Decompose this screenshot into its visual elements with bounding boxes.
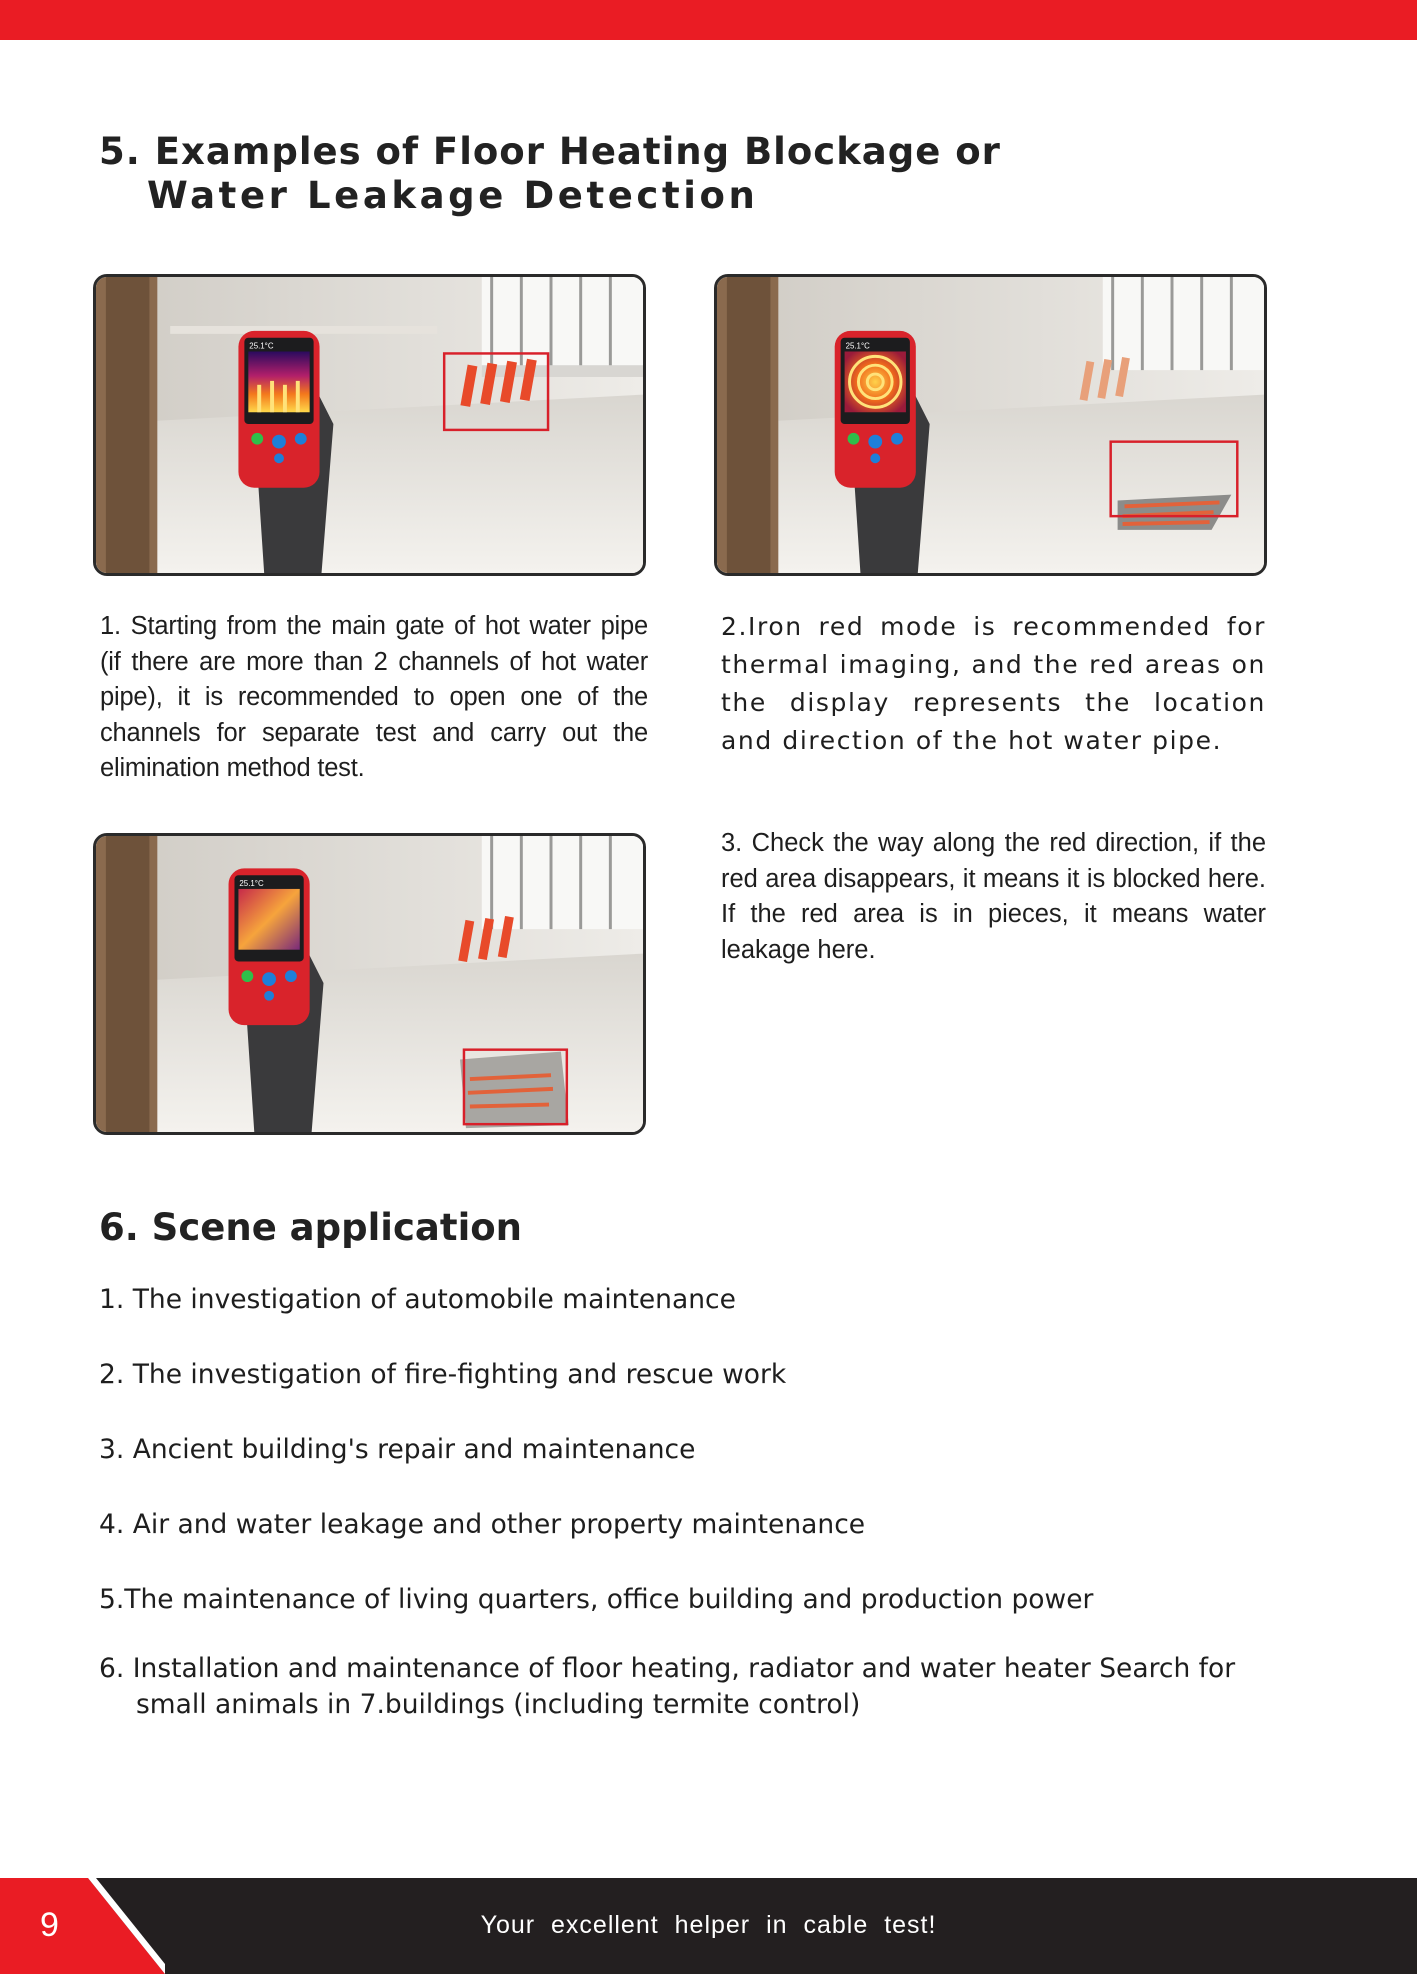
scene-item-6-line1: 6. Installation and maintenance of floor heating, radiator and water heater Search for: [99, 1653, 1236, 1684]
section-6-heading: 6. Scene application: [99, 1206, 523, 1249]
scene-item-6-line2: small animals in 7.buildings (including termite control): [136, 1689, 861, 1720]
device-temp-readout: 25.1°C: [249, 341, 274, 351]
device-temp-readout: 25.1°C: [845, 341, 870, 351]
page-number: 9: [40, 1906, 59, 1944]
scene-item: 5.The maintenance of living quarters, office building and production power: [99, 1584, 1094, 1615]
section-5-title-line1: Examples of Floor Heating Blockage or: [154, 130, 1001, 173]
thermal-photo-leakage: [93, 833, 646, 1135]
step-2-text: 2.Iron red mode is recommended for thermal imaging, and the red areas on the display represents the location and direction of the hot water pipe.: [721, 612, 1266, 755]
thermal-photo-floor-spiral: [714, 274, 1267, 576]
scene-item: 3. Ancient building's repair and maintenance: [99, 1434, 696, 1465]
scene-item: [99, 1651, 1299, 1723]
step-3-text: 3. Check the way along the red direction, if the red area disappears, it means it is blocked here. If the red area is in pieces, it means water leakage here.: [721, 829, 1266, 964]
top-red-bar: [0, 0, 1417, 40]
footer-tagline: Your excellent helper in cable test!: [480, 1911, 937, 1939]
scene-item: 4. Air and water leakage and other property maintenance: [99, 1509, 866, 1540]
section-5-heading: [99, 130, 1001, 218]
step-1-text: 1. Starting from the main gate of hot water pipe (if there are more than 2 channels of hot water pipe), it is recommended to open one of the channels for separate test and carry out the elimination method test.: [100, 612, 648, 782]
section-5-number: 5.: [99, 130, 141, 173]
thermal-photo-radiator: [93, 274, 646, 576]
scene-item: 2. The investigation of fire-fighting and rescue work: [99, 1359, 787, 1390]
scene-item: 1. The investigation of automobile maintenance: [99, 1284, 736, 1315]
device-temp-readout: 25.1°C: [239, 879, 264, 888]
section-5-title-line2: Water Leakage Detection: [147, 174, 759, 217]
